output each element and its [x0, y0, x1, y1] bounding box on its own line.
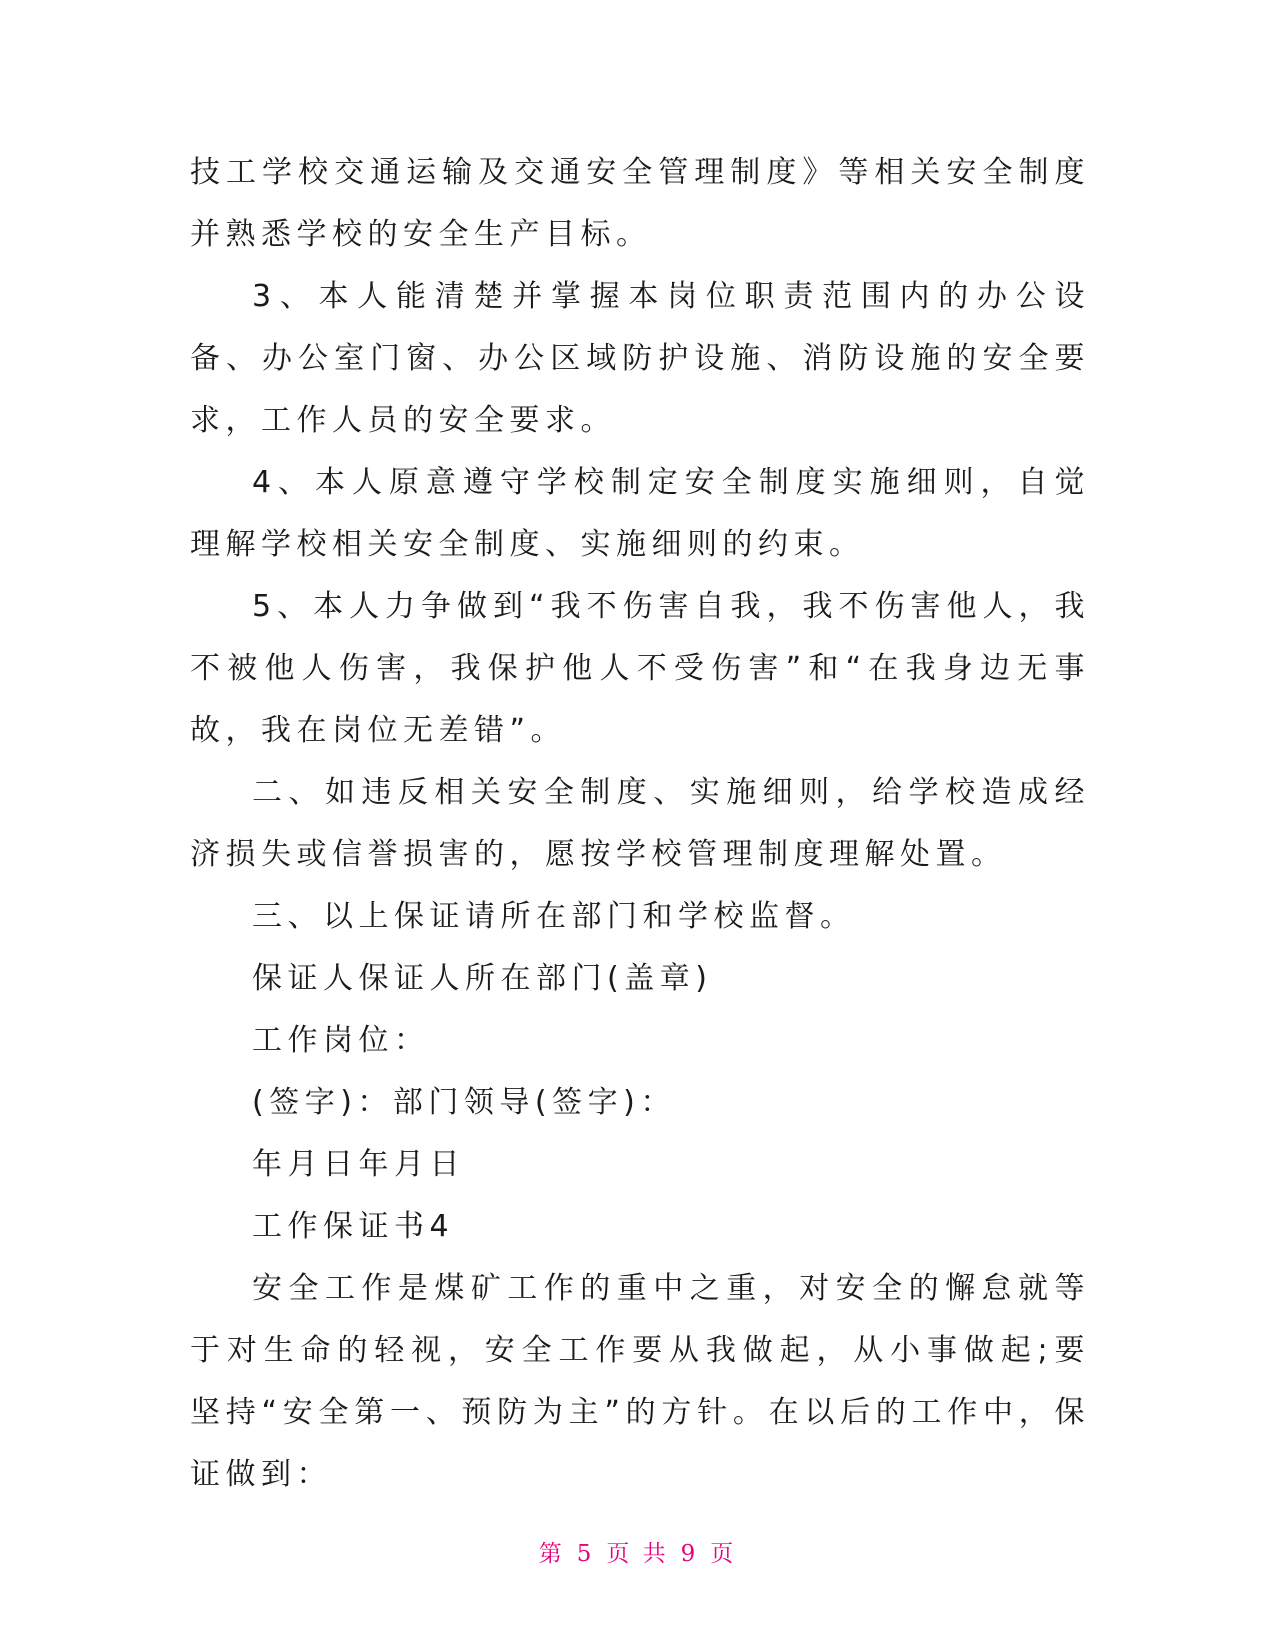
signature-date-line: 年月日年月日 [252, 1147, 465, 1182]
paragraph-section-2: 二、如违反相关安全制度、实施细则，给学校造成经济损失或信誉损害的，愿按学校管理制度理解处置。 [190, 775, 1090, 872]
paragraph-intro: 安全工作是煤矿工作的重中之重，对安全的懈怠就等于对生命的轻视，安全工作要从我做起，从小事做起;要坚持“安全第一、预防为主”的方针。在以后的工作中，保证做到： [190, 1271, 1090, 1492]
footer-suffix: 页 [710, 1541, 737, 1567]
signature-position-line: 工作岗位： [252, 1023, 430, 1058]
page-footer [0, 1535, 1275, 1568]
paragraph-continuation: 技工学校交通运输及交通安全管理制度》等相关安全制度并熟悉学校的安全生产目标。 [190, 155, 1090, 252]
footer-total-pages: 9 [680, 1541, 699, 1567]
footer-middle: 页 共 [606, 1541, 669, 1567]
signature-sign-line: (签字)：部门领导(签字)： [252, 1085, 676, 1120]
signature-guarantor-line: 保证人保证人所在部门(盖章) [252, 961, 713, 996]
footer-prefix: 第 [538, 1541, 565, 1567]
paragraph-item-3: 3、本人能清楚并掌握本岗位职责范围内的办公设备、办公室门窗、办公区域防护设施、消防设施的安全要求，工作人员的安全要求。 [190, 279, 1090, 438]
paragraph-item-4: 4、本人原意遵守学校制定安全制度实施细则，自觉理解学校相关安全制度、实施细则的约束。 [190, 465, 1090, 562]
paragraph-section-3: 三、以上保证请所在部门和学校监督。 [252, 899, 856, 934]
document-body [190, 142, 1090, 1506]
paragraph-item-5: 5、本人力争做到“我不伤害自我，我不伤害他人，我不被他人伤害，我保护他人不受伤害”和“在我身边无事故，我在岗位无差错”。 [190, 589, 1090, 748]
section-heading: 工作保证书4 [252, 1209, 455, 1244]
footer-current-page: 5 [576, 1541, 595, 1567]
